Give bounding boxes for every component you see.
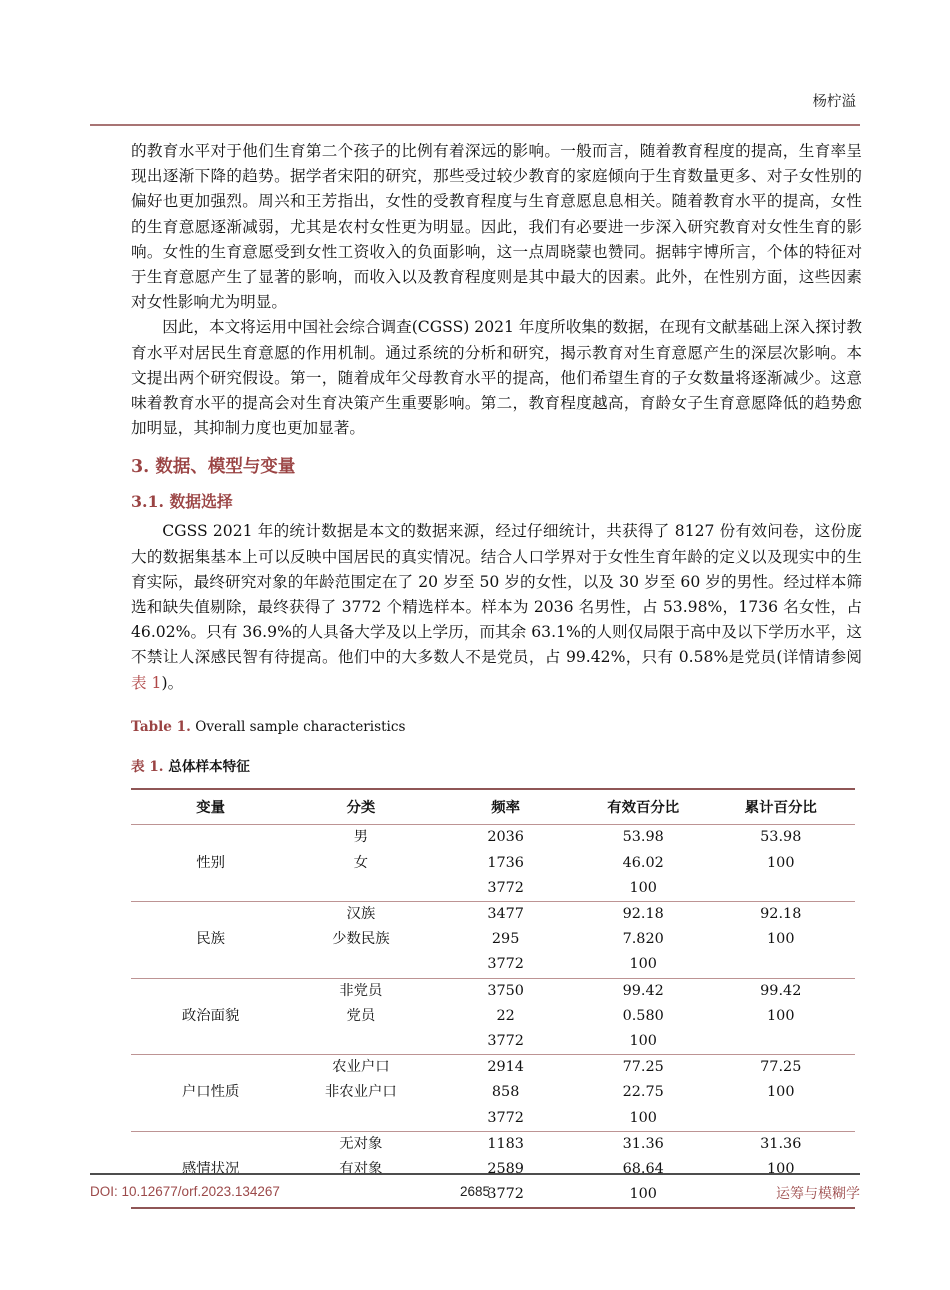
journal-name: 运筹与模糊学 [776,1186,860,1202]
data-cell: 0.580 [622,1007,664,1024]
data-cell: 68.64 [622,1161,664,1177]
table-row [131,978,855,1004]
data-cell: 2589 [487,1161,524,1177]
data-cell: 少数民族 [332,931,390,948]
data-cell: 男 [353,829,369,846]
data-cell: 99.42 [760,982,802,999]
data-cell [707,876,855,902]
table-group [131,1055,855,1132]
table-group [131,901,855,978]
data-cell: 7.820 [622,931,664,948]
data-cell: 31.36 [760,1135,802,1152]
paragraph-continuation: 的教育水平对于他们生育第二个孩子的比例有着深远的影响。一般而言，随着教育程度的提高，生育率呈现出逐渐下降的趋势。据学者宋阳的研究，那些受过较少教育的家庭倾向于生育数量更多、对子女性别的偏好也更加强烈。周兴和王芳指出，女性的受教育程度与生育意愿息息相关。随着教育水平的提高，女性的生育意愿逐渐减弱，尤其是农村女性更为明显。因此，我们有必要进一步深入研究教育对女性生育的影响。女性的生育意愿受到女性工资收入的负面影响，这一点周晓蒙也赞同。据韩宇博所言，个体的特征对于生育意愿产生了显著的影响，而收入以及教育程度则是其中最大的因素。此外，在性别方面，这些因素对女性影响尤为明显。 [131,142,862,312]
column-header: 分类 [346,798,376,816]
body-column [131,139,862,1209]
data-cell: 3750 [487,982,524,999]
sample-table [131,788,855,1210]
data-cell: 1183 [487,1135,524,1152]
paragraph-data-selection-text: CGSS 2021 年的统计数据是本文的数据来源，经过仔细统计，共获得了 8127 份有效问卷，这份庞大的数据集基本上可以反映中国居民的真实情况。结合人口学界对于女性生育年龄的定义以及现实中的生育实际，最终研究对象的年龄范围定在了 20 岁至 50 岁的女性，以及 30 岁至 60 岁的男性。经过样本筛选和缺失值剔除，最终获得了 3772 个精选样本。样本为 2036 名男性，占 53.98%，1736 名女性，占 46.02%。只有 36.9%的人具备大学及以上学历，而其余 63.1%的人则仅局限于高中及以下学历水平，这不禁让人深感民智有待提高。他们中的大多数人不是党员，占 99.42%，只有 0.58%是党员(详情请参阅 [131,522,862,667]
data-cell: 100 [767,1007,795,1024]
data-cell: 295 [491,931,520,948]
variable-cell: 民族 [196,931,226,948]
data-cell: 100 [629,1109,657,1126]
paragraph-data-selection [131,519,862,695]
data-cell: 3772 [487,1186,524,1203]
data-cell: 858 [491,1084,520,1101]
page-header-author: 杨柠溢 [812,94,856,110]
data-cell: 77.25 [760,1059,802,1076]
data-cell: 77.25 [622,1059,664,1076]
data-cell: 3772 [487,1109,524,1126]
data-cell [290,952,431,978]
data-cell: 3772 [487,879,524,896]
paragraph-hypotheses: 因此，本文将运用中国社会综合调查(CGSS) 2021 年度所收集的数据，在现有文献基础上深入探讨教育水平对居民生育意愿的作用机制。通过系统的分析和研究，揭示教育对生育意愿产生的深层次影响。本文提出两个研究假设。第一，随着成年父母教育水平的提高，他们希望生育的子女数量将逐渐减少。这意味着教育水平的提高会对生育决策产生重要影响。第二，教育程度越高，育龄女子生育意愿降低的趋势愈加明显，其抑制力度也更加显著。 [131,318,862,438]
data-cell: 非党员 [339,982,383,999]
data-cell: 有对象 [339,1161,383,1177]
data-cell [707,1106,855,1132]
subsection-heading-3-1: 3.1. 数据选择 [131,492,233,512]
table-caption-en-label: Table 1. [131,718,191,735]
data-cell: 1736 [487,854,524,871]
doi-link[interactable]: DOI: 10.12677/orf.2023.134267 [90,1184,280,1199]
data-cell: 92.18 [760,905,802,922]
data-cell: 3772 [487,1032,524,1049]
column-header: 变量 [196,798,226,816]
data-cell: 22 [496,1007,515,1024]
table-caption-zh [131,758,862,776]
table-caption-en [131,718,862,736]
section-heading-3: 3. 数据、模型与变量 [131,457,296,478]
data-cell: 100 [767,931,795,948]
column-header: 有效百分比 [607,798,680,816]
data-cell: 100 [767,854,795,871]
data-cell: 31.36 [622,1135,664,1152]
data-cell [290,1029,431,1055]
data-cell: 100 [767,1161,795,1177]
table-row [131,901,855,927]
table-head [131,789,855,825]
data-cell: 92.18 [622,905,664,922]
data-cell [290,876,431,902]
paragraph-data-selection-suffix: )。 [161,673,184,692]
data-cell: 非农业户口 [324,1084,397,1101]
data-cell: 汉族 [346,905,376,922]
column-header: 累计百分比 [744,798,817,816]
data-cell: 53.98 [622,829,664,846]
data-cell: 100 [629,879,657,896]
variable-cell: 性别 [196,854,226,871]
table-row [131,1055,855,1081]
data-cell: 53.98 [760,829,802,846]
data-cell: 女 [353,854,369,871]
data-cell: 22.75 [622,1084,664,1101]
data-cell: 46.02 [622,854,664,871]
data-cell [707,952,855,978]
page-number: 2685 [459,1184,491,1199]
page-footer [90,1184,860,1204]
data-cell: 100 [629,1186,657,1203]
data-cell: 99.42 [622,982,664,999]
footer-rule [90,1173,860,1175]
variable-cell: 感情状况 [181,1161,240,1177]
table-caption-zh-text: 总体样本特征 [163,758,250,775]
data-cell: 100 [629,1032,657,1049]
column-header: 频率 [491,798,521,816]
variable-cell: 政治面貌 [181,1007,240,1024]
data-cell: 2914 [487,1059,524,1076]
table-caption-zh-label: 表 1. [131,758,164,775]
data-cell [290,1106,431,1132]
table-caption-en-text: Overall sample characteristics [190,718,406,735]
table1-reference-link[interactable]: 表 1 [131,673,162,692]
data-cell: 2036 [487,829,524,846]
table-group [131,825,855,902]
data-cell: 无对象 [339,1135,383,1152]
table-row [131,1131,855,1157]
data-cell: 党员 [346,1007,376,1024]
variable-cell: 户口性质 [181,1084,240,1101]
data-cell: 3477 [487,905,524,922]
data-cell: 农业户口 [332,1059,390,1076]
table-row [131,825,855,851]
data-cell: 3772 [487,956,524,973]
data-cell [707,1029,855,1055]
data-cell: 100 [767,1084,795,1101]
data-cell: 100 [629,956,657,973]
header-rule [90,124,860,126]
table-header-row [131,789,855,825]
table-group [131,978,855,1055]
